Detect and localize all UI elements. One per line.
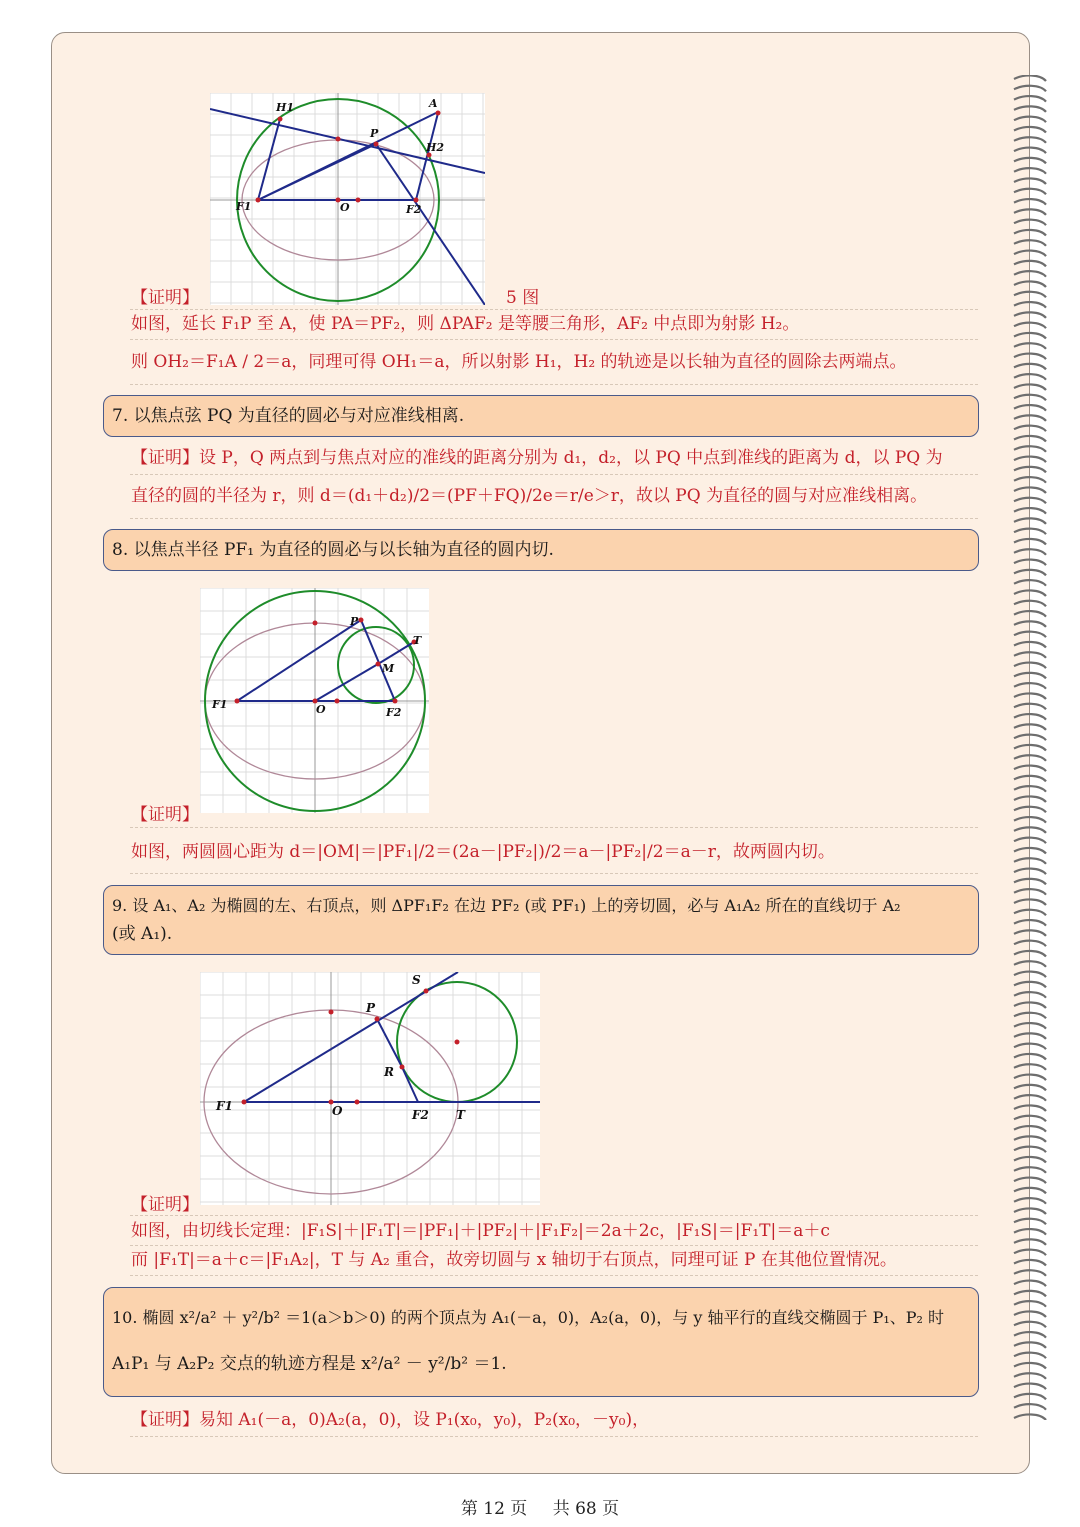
label-A: A (429, 97, 438, 110)
page-total: 共 68 页 (552, 1499, 620, 1519)
theorem-statement: 7. 以焦点弦 PQ 为直径的圆必与对应准线相离. (112, 406, 465, 426)
divider (130, 1436, 978, 1437)
proof-line: 则 OH₂＝F₁A / 2＝a，同理可得 OH₁＝a，所以射影 H₁，H₂ 的轨迹是以长轴为直径的圆除去两端点。 (131, 352, 907, 372)
figure-ellipse-projection (210, 93, 485, 305)
theorem-box-9 (103, 885, 979, 955)
divider (130, 1245, 978, 1246)
proof-tag: 【证明】 (131, 805, 199, 825)
page-footer (0, 1494, 1080, 1519)
label-H1: H1 (276, 101, 295, 114)
theorem-statement: (或 A₁). (112, 924, 173, 944)
theorem-statement: 9. 设 A₁、A₂ 为椭圆的左、右顶点，则 ΔPF₁F₂ 在边 PF₂ (或 PF₁) 上的旁切圆，必与 A₁A₂ 所在的直线切于 A₂ (112, 896, 901, 915)
proof-line: 直径的圆的半径为 r，则 d＝(d₁＋d₂)/2＝(PF＋FQ)/2e＝r/e＞r，故以 PQ 为直径的圆与对应准线相离。 (131, 486, 928, 506)
divider (130, 518, 978, 519)
divider (130, 1215, 978, 1216)
divider (130, 1275, 978, 1276)
proof-line: 如图，由切线长定理：|F₁S|＋|F₁T|＝|PF₁|＋|PF₂|＋|F₁F₂|＝2a＋2c，|F₁S|＝|F₁T|＝a＋c (131, 1221, 830, 1241)
theorem-statement: 8. 以焦点半径 PF₁ 为直径的圆必与以长轴为直径的圆内切. (112, 540, 554, 560)
label-F2: F2 (412, 1108, 429, 1122)
label-O: O (340, 201, 350, 214)
proof-tag: 【证明】 (131, 288, 199, 308)
label-T: T (413, 634, 422, 647)
page-number: 第 12 页 (460, 1499, 528, 1519)
figure-caption: 5 图 (506, 288, 540, 308)
label-O: O (316, 703, 326, 716)
figure-internal-tangent-circles (200, 588, 429, 813)
label-P: P (370, 127, 379, 140)
label-P: P (350, 615, 359, 628)
label-M: M (382, 662, 395, 675)
theorem-box-10 (103, 1287, 979, 1397)
divider (130, 873, 978, 874)
proof-line: 【证明】易知 A₁(－a，0)A₂(a，0)，设 P₁(x₀，y₀)，P₂(x₀，－y₀)， (131, 1410, 650, 1430)
label-F2: F2 (406, 203, 422, 216)
proof-line: 【证明】设 P，Q 两点到与焦点对应的准线的距离分别为 d₁，d₂，以 PQ 中点到准线的距离为 d，以 PQ 为 (131, 448, 943, 468)
label-F1: F1 (216, 1099, 233, 1113)
label-S: S (412, 973, 421, 987)
proof-tag: 【证明】 (131, 1195, 199, 1215)
divider (130, 474, 978, 475)
theorem-box-8 (103, 529, 979, 571)
label-F2: F2 (386, 706, 402, 719)
label-F1: F1 (212, 698, 228, 711)
label-P: P (366, 1001, 376, 1015)
proof-line: 如图，两圆圆心距为 d＝|OM|＝|PF₁|/2＝(2a－|PF₂|)/2＝a－|PF₂|/2＝a－r，故两圆内切。 (131, 842, 835, 862)
divider (130, 309, 978, 310)
theorem-box-7 (103, 395, 979, 437)
label-O: O (332, 1104, 343, 1118)
label-H2: H2 (426, 141, 445, 154)
spiral-binding (1010, 75, 1050, 1420)
proof-line: 而 |F₁T|＝a＋c＝|F₁A₂|，T 与 A₂ 重合，故旁切圆与 x 轴切于右顶点，同理可证 P 在其他位置情况。 (131, 1250, 897, 1270)
proof-line: 如图，延长 F₁P 至 A，使 PA＝PF₂，则 ΔPAF₂ 是等腰三角形，AF₂ 中点即为射影 H₂。 (131, 314, 800, 334)
theorem-statement: 10. 椭圆 x²/a² ＋ y²/b² ＝1(a＞b＞0) 的两个顶点为 A₁(－a，0)，A₂(a，0)，与 y 轴平行的直线交椭圆于 P₁、P₂ 时 (112, 1308, 945, 1327)
label-R: R (384, 1065, 394, 1079)
label-T: T (456, 1108, 465, 1122)
label-F1: F1 (236, 200, 252, 213)
figure-escribed-circle (200, 972, 540, 1205)
divider (130, 339, 978, 340)
theorem-statement: A₁P₁ 与 A₂P₂ 交点的轨迹方程是 x²/a² － y²/b² ＝1. (112, 1354, 507, 1374)
divider (130, 827, 978, 828)
divider (130, 384, 978, 385)
